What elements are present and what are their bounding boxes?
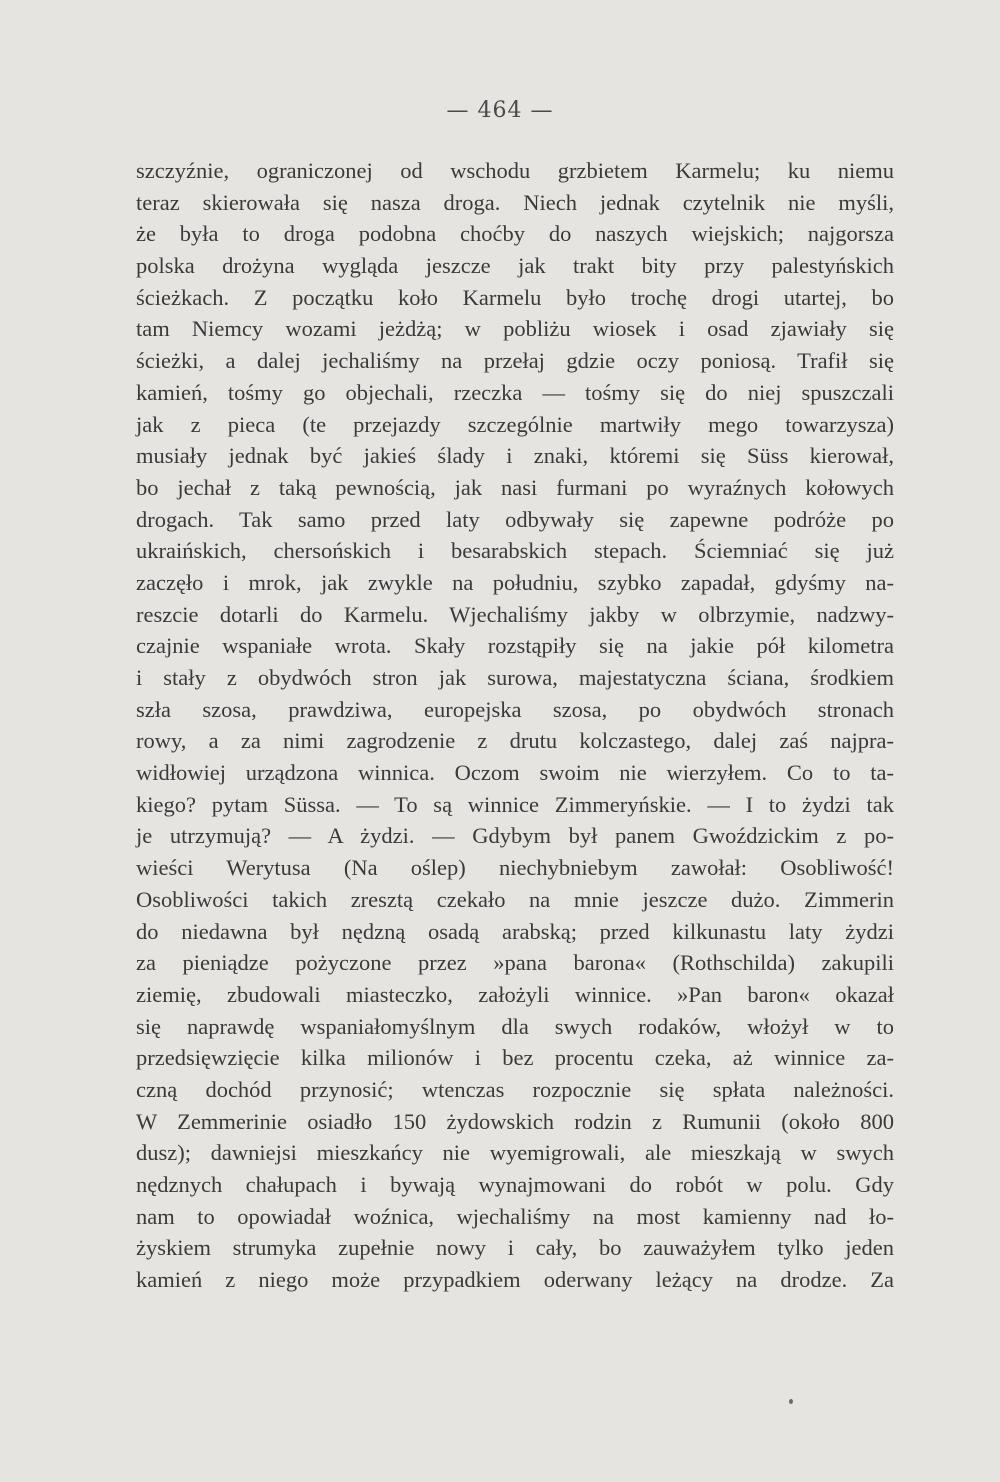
text-line: i stały z obydwóch stron jak surowa, majestatyczna ściana, środkiem	[136, 665, 894, 690]
text-line: przedsięwzięcie kilka milionów i bez procentu czeka, aż winnice za-	[136, 1045, 894, 1071]
text-line: kamień, tośmy go objechali, rzeczka — tośmy się do niej spuszczali	[136, 379, 894, 405]
text-line: Osobliwości takich zresztą czekało na mnie jeszcze dużo. Zimmerin	[136, 886, 894, 912]
text-line: czną dochód przynosić; wtenczas rozpocznie się spłata należności.	[136, 1076, 894, 1102]
text-line: dusz); dawniejsi mieszkańcy nie wyemigrowali, ale mieszkają w swych	[136, 1140, 894, 1166]
text-line: do niedawna był nędzną osadą arabską; przed kilkunastu laty żydzi	[136, 918, 894, 944]
text-line: polska drożyna wygląda jeszcze jak trakt bity przy palestyńskich	[136, 253, 894, 279]
text-line: jak z pieca (te przejazdy szczególnie martwiły mego towarzysza)	[136, 411, 894, 437]
text-line: je utrzymują? — A żydzi. — Gdybym był panem Gwoździckim z po-	[136, 823, 894, 849]
text-line: zaczęło i mrok, jak zwykle na południu, szybko zapadał, gdyśmy na-	[136, 569, 894, 595]
body-text	[136, 155, 894, 1296]
text-line: że była to droga podobna choćby do naszych wiejskich; najgorsza	[136, 221, 894, 247]
text-line: nam to opowiadał woźnica, wjechaliśmy na most kamienny nad ło-	[136, 1203, 894, 1229]
text-line: ukraińskich, chersońskich i besarabskich stepach. Ściemniać się już	[136, 538, 894, 564]
text-line: nędznych chałupach i bywają wynajmowani do robót w polu. Gdy	[136, 1172, 894, 1197]
text-line: szła szosa, prawdziwa, europejska szosa, po obydwóch stronach	[136, 696, 894, 722]
text-line: wieści Werytusa (Na oślep) niechybniebym zawołał: Osobliwość!	[136, 855, 894, 881]
text-line: musiały jednak być jakieś ślady i znaki, któremi się Süss kierował,	[136, 443, 894, 469]
text-line: ziemię, zbudowali miasteczko, założyli winnice. »Pan baron« okazał	[136, 981, 894, 1007]
text-line: widłowiej urządzona winnica. Oczom swoim nie wierzyłem. Co to ta-	[136, 760, 894, 786]
text-line: W Zemmerinie osiadło 150 żydowskich rodzin z Rumunii (około 800	[136, 1108, 894, 1134]
text-line: ścieżkach. Z początku koło Karmelu było trochę drogi utartej, bo	[136, 284, 894, 310]
ink-speck	[789, 1399, 793, 1404]
text-line: tam Niemcy wozami jeżdżą; w pobliżu wiosek i osad zjawiały się	[136, 316, 894, 342]
text-line: żyskiem strumyka zupełnie nowy i cały, bo zauważyłem tylko jeden	[136, 1235, 894, 1261]
text-line: czajnie wspaniałe wrota. Skały rozstąpiły się na jakie pół kilometra	[136, 633, 894, 659]
text-line: rowy, a za nimi zagrodzenie z drutu kolczastego, dalej zaś najpra-	[136, 728, 894, 754]
text-line: bo jechał z taką pewnością, jak nasi furmani po wyraźnych kołowych	[136, 474, 894, 500]
text-line: kamień z niego może przypadkiem oderwany leżący na drodze. Za	[136, 1267, 894, 1293]
text-line: się naprawdę wspaniałomyślnym dla swych rodaków, włożył w to	[136, 1013, 894, 1039]
text-line: szczyźnie, ograniczonej od wschodu grzbietem Karmelu; ku niemu	[136, 158, 894, 183]
text-line: za pieniądze pożyczone przez »pana barona« (Rothschilda) zakupili	[136, 950, 894, 976]
page-number: — 464 —	[446, 98, 554, 123]
text-line: teraz skierowała się nasza droga. Niech jednak czytelnik nie myśli,	[136, 189, 894, 215]
text-line: reszcie dotarli do Karmelu. Wjechaliśmy jakby w olbrzymie, nadzwy-	[136, 601, 894, 627]
text-line: kiego? pytam Süssa. — To są winnice Zimmeryńskie. — I to żydzi tak	[136, 791, 894, 817]
text-line: drogach. Tak samo przed laty odbywały się zapewne podróże po	[136, 506, 894, 532]
text-line: ścieżki, a dalej jechaliśmy na przełaj gdzie oczy poniosą. Trafił się	[136, 348, 894, 374]
